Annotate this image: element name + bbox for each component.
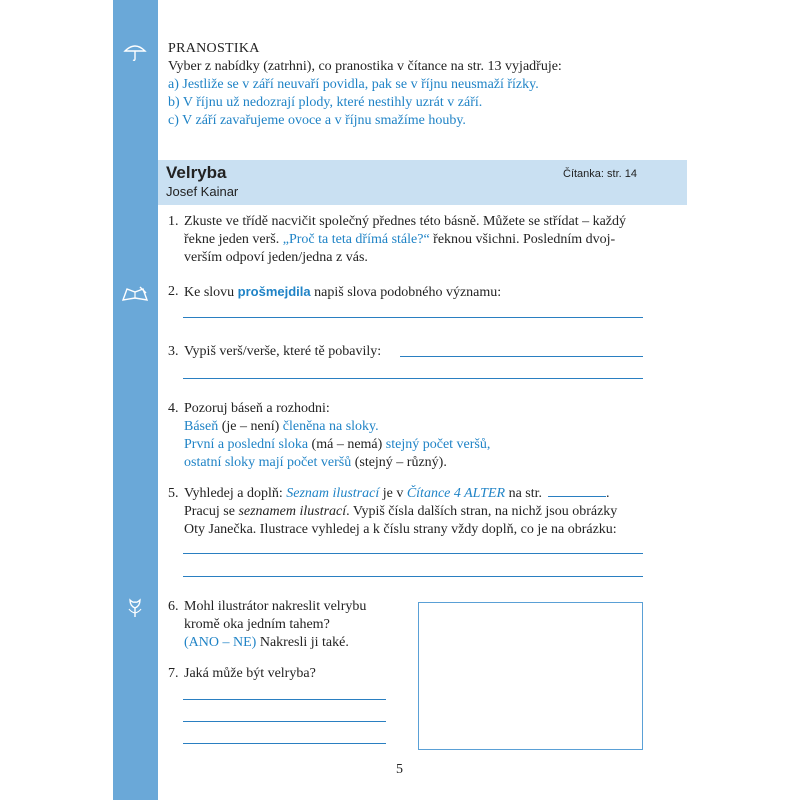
task-5-line: Pracuj se seznamem ilustrací. Vypiš čísla dalších stran, na nichž jsou obrázky xyxy=(184,504,618,519)
page-number: 5 xyxy=(396,762,403,777)
task-number: 5. xyxy=(168,486,179,501)
task-4-line[interactable]: ostatní sloky mají počet veršů (stejný – různý). xyxy=(184,455,447,470)
task-5-line: Oty Janečka. Ilustrace vyhledej a k číslu strany vždy doplň, co je na obrázku: xyxy=(184,522,617,537)
answer-line[interactable] xyxy=(183,378,643,379)
section-header xyxy=(158,160,687,205)
section-author: Josef Kainar xyxy=(166,184,239,199)
task-3: Vypiš verš/verše, které tě pobavily: xyxy=(184,344,382,359)
answer-line[interactable] xyxy=(183,553,643,554)
pranostika-instruction: Vyber z nabídky (zatrhni), co pranostika v čítance na str. 13 vyjadřuje: xyxy=(168,59,562,74)
task-2: Ke slovu prošmejdila napiš slova podobného významu: xyxy=(184,284,502,300)
task-1 xyxy=(184,213,644,267)
drawing-box[interactable] xyxy=(418,602,643,750)
task-5 xyxy=(184,485,654,539)
task-number: 6. xyxy=(168,599,179,614)
answer-line[interactable] xyxy=(183,699,386,700)
section-title: Velryba xyxy=(166,163,227,182)
task-number: 3. xyxy=(168,344,179,359)
task-6-line: kromě oka jedním tahem? xyxy=(184,617,330,632)
answer-line[interactable] xyxy=(183,721,386,722)
task-4 xyxy=(184,400,490,472)
task-number: 4. xyxy=(168,401,179,416)
task-1-line: Zkuste ve třídě nacvičit společný přednes této básně. Můžete se střídat – každý xyxy=(184,214,627,229)
highlight-word: prošmejdila xyxy=(237,284,311,299)
task-5-line: Vyhledej a doplň: Seznam ilustrací je v Čítance 4 ALTER na str. . xyxy=(184,486,610,501)
pranostika-block xyxy=(168,40,562,130)
task-4-line[interactable]: Báseň (je – není) členěna na sloky. xyxy=(184,419,379,434)
answer-line[interactable] xyxy=(183,317,643,318)
task-number: 1. xyxy=(168,214,179,229)
task-6 xyxy=(184,598,366,652)
task-4-line: Pozoruj báseň a rozhodni: xyxy=(184,401,330,416)
pranostika-option-c[interactable]: c) V září zavařujeme ovoce a v říjnu smažíme houby. xyxy=(168,113,466,128)
task-number: 2. xyxy=(168,284,179,299)
task-6-line[interactable]: (ANO – NE) Nakresli ji také. xyxy=(184,635,349,650)
pranostika-option-a[interactable]: a) Jestliže se v září neuvaří povidla, pak se v říjnu neusmaží řízky. xyxy=(168,77,539,92)
task-1-line: řekne jeden verš. „Proč ta teta dřímá stále?“ řeknou všichni. Posledním dvoj- xyxy=(184,232,616,247)
answer-line[interactable] xyxy=(183,576,643,577)
book-icon xyxy=(121,284,149,304)
left-sidebar xyxy=(113,0,158,800)
task-1-line: verším odpoví jeden/jedna z vás. xyxy=(184,250,368,265)
task-4-line[interactable]: První a poslední sloka (má – nemá) stejný počet veršů, xyxy=(184,437,491,452)
flower-icon xyxy=(121,598,149,618)
answer-line[interactable] xyxy=(400,356,643,357)
answer-line[interactable] xyxy=(183,743,386,744)
umbrella-icon xyxy=(121,42,149,62)
page-answer-blank[interactable] xyxy=(548,496,606,497)
pranostika-heading: PRANOSTIKA xyxy=(168,41,260,56)
section-reference: Čítanka: str. 14 xyxy=(563,168,637,180)
task-7: Jaká může být velryba? xyxy=(184,666,316,681)
task-6-line: Mohl ilustrátor nakreslit velrybu xyxy=(184,599,367,614)
pranostika-option-b[interactable]: b) V říjnu už nedozrají plody, které nestihly uzrát v září. xyxy=(168,95,483,110)
task-number: 7. xyxy=(168,666,179,681)
